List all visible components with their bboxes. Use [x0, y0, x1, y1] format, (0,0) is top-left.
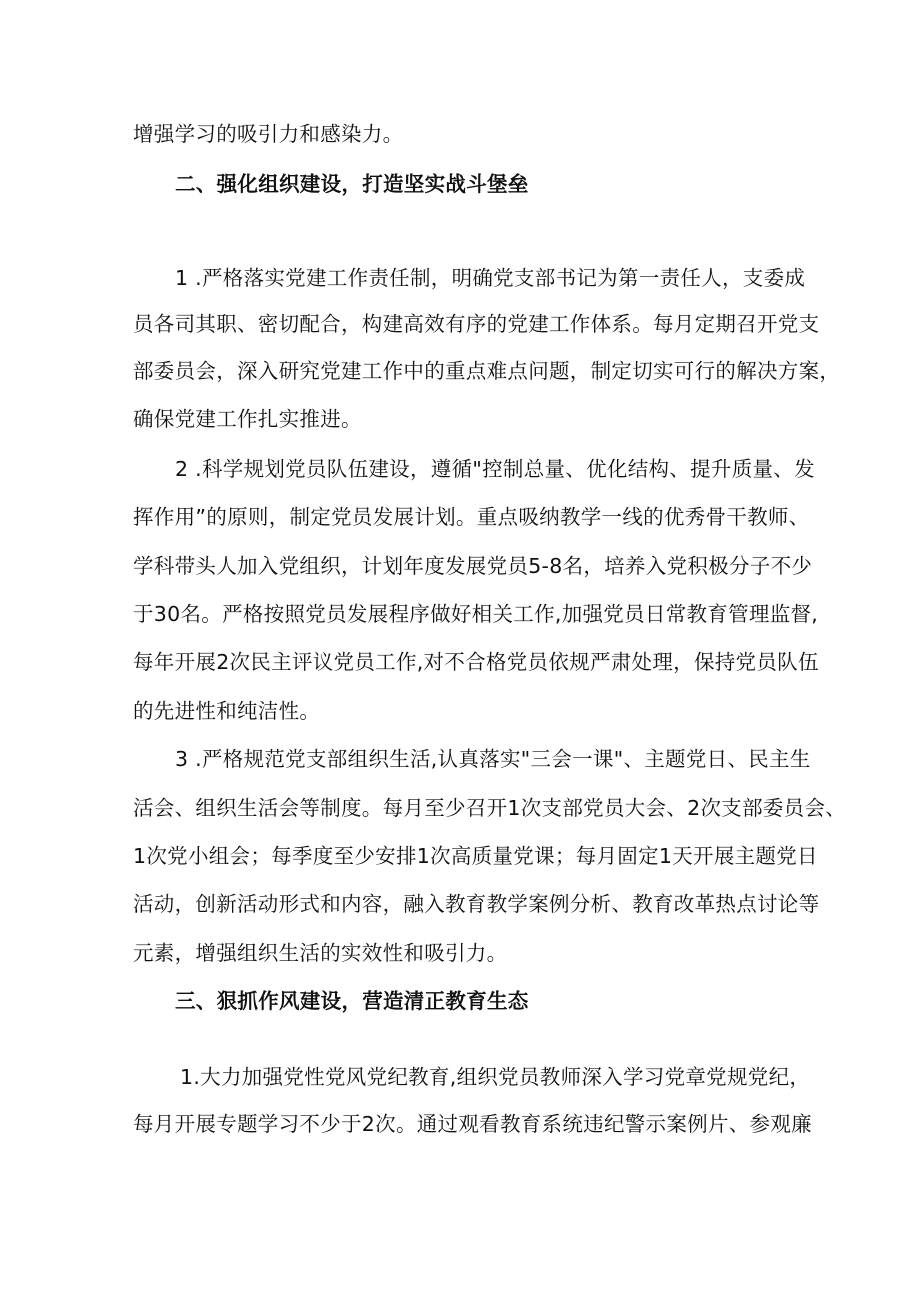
paragraph-line: 2 .科学规划党员队伍建设，遵循"控制总量、优化结构、提升质量、发 [175, 457, 815, 481]
paragraph-line: 员各司其职、密切配合，构建高效有序的党建工作体系。每月定期召开党支 [133, 312, 820, 336]
section-heading-2: 二、强化组织建设，打造坚实战斗堡垒 [175, 172, 529, 196]
paragraph-line: 1.大力加强党性党风党纪教育,组织党员教师深入学习党章党规党纪， [180, 1065, 811, 1089]
paragraph-line: 元素，增强组织生活的实效性和吸引力。 [133, 941, 508, 965]
paragraph-line: 活会、组织生活会等制度。每月至少召开1次支部党员大会、2次支部委员会、 [133, 796, 847, 820]
paragraph-line: 的先进性和纯洁性。 [133, 699, 321, 723]
paragraph-line: 增强学习的吸引力和感染力。 [133, 122, 404, 146]
paragraph-line: 于30名。严格按照党员发展程序做好相关工作,加强党员日常教育管理监督, [133, 602, 819, 626]
paragraph-line: 1次党小组会；每季度至少安排1次高质量党课；每月固定1天开展主题党日 [133, 844, 818, 868]
paragraph-line: 3 .严格规范党支部组织生活,认真落实"三会一课"、主题党日、民主生 [175, 747, 811, 771]
paragraph-line: 每月开展专题学习不少于2次。通过观看教育系统违纪警示案例片、参观廉 [133, 1112, 812, 1136]
paragraph-line: 学科带头人加入党组织，计划年度发展党员5-8名，培养入党积极分子不少 [133, 554, 813, 578]
paragraph-line: 1 .严格落实党建工作责任制，明确党支部书记为第一责任人，支委成 [175, 266, 806, 290]
paragraph-line: 每年开展2次民主评议党员工作,对不合格党员依规严肃处理，保持党员队伍 [133, 650, 819, 674]
paragraph-line: 挥作用”的原则，制定党员发展计划。重点吸纳教学一线的优秀骨干教师、 [133, 505, 810, 529]
paragraph-line: 活动，创新活动形式和内容，融入教育教学案例分析、教育改革热点讨论等 [133, 892, 820, 916]
section-heading-3: 三、狠抓作风建设，营造清正教育生态 [175, 989, 529, 1013]
paragraph-line: 确保党建工作扎实推进。 [133, 407, 362, 431]
paragraph-line: 部委员会，深入研究党建工作中的重点难点问题，制定切实可行的解决方案， [133, 359, 841, 383]
